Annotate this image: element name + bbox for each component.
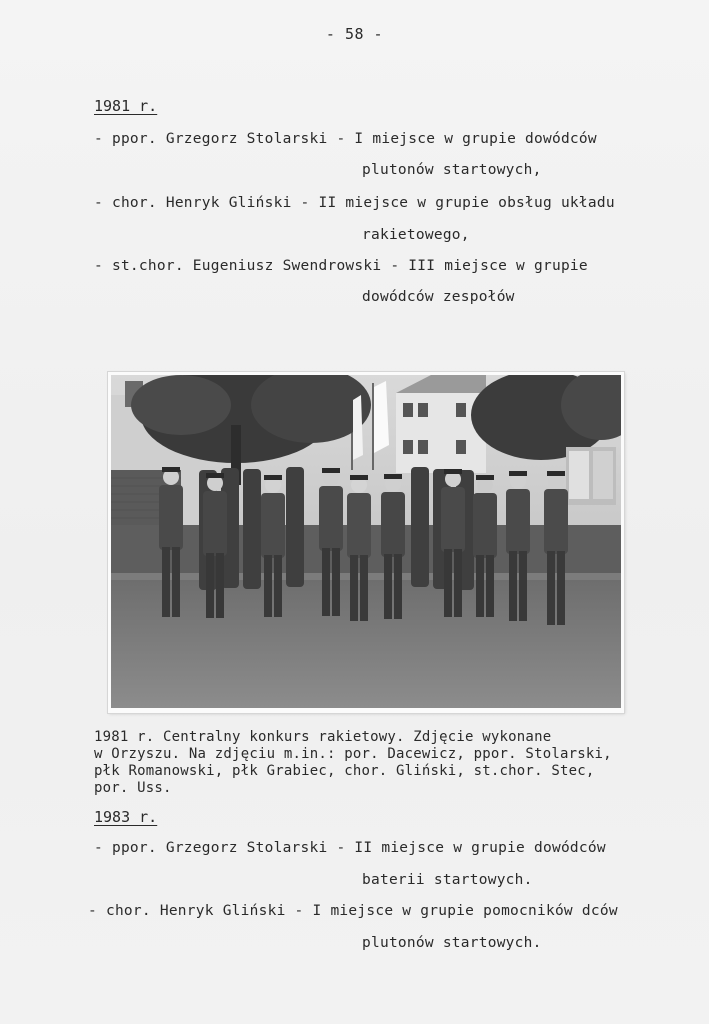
award-entry-continuation: dowódców zespołów [362,289,515,305]
photo-image [111,375,621,708]
award-entry-continuation: baterii startowych. [362,872,533,888]
photo-caption-line: por. Uss. [94,780,172,796]
group-photo-illustration [111,375,621,708]
photo-caption-line: w Orzyszu. Na zdjęciu m.in.: por. Dacewicz, ppor. Stolarski, [94,746,612,762]
section-heading-1983: 1983 r. [94,808,158,826]
award-entry-line: - st.chor. Eugeniusz Swendrowski - III miejsce w grupie [94,258,588,274]
award-entry-line: - chor. Henryk Gliński - I miejsce w grupie pomocników dców [88,903,618,919]
group-photo [108,372,624,713]
award-entry-line: - ppor. Grzegorz Stolarski - I miejsce w grupie dowódców [94,131,597,147]
photo-caption-line: 1981 r. Centralny konkurs rakietowy. Zdjęcie wykonane [94,729,552,745]
award-entry-line: - chor. Henryk Gliński - II miejsce w grupie obsług układu [94,195,615,211]
page-number: - 58 - [325,25,384,43]
photo-caption-line: płk Romanowski, płk Grabiec, chor. Gliński, st.chor. Stec, [94,763,595,779]
award-entry-continuation: plutonów startowych. [362,935,542,951]
award-entry-continuation: rakietowego, [362,227,470,243]
section-heading-1981: 1981 r. [94,97,158,115]
award-entry-line: - ppor. Grzegorz Stolarski - II miejsce w grupie dowódców [94,840,606,856]
award-entry-continuation: plutonów startowych, [362,162,542,178]
